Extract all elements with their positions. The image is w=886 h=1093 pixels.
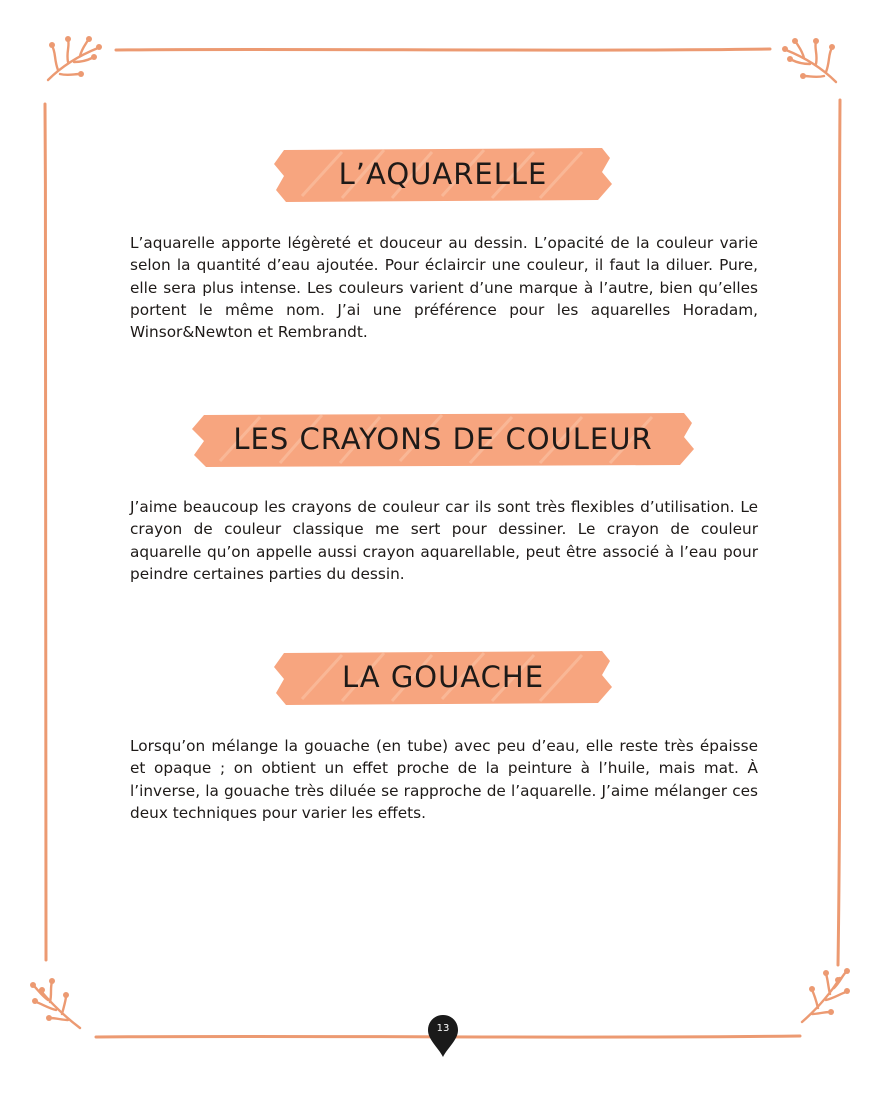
section-heading-crayons <box>0 409 886 469</box>
section-body: J’aime beaucoup les crayons de couleur car ils sont très flexibles d’utilisation. Le crayon de couleur classique me sert pour dessiner. Le crayon de couleur aquarelle qu’on appelle aussi crayon aquarellable, peut être associé à l’eau pour peindre certaines parties du dessin. <box>130 498 758 583</box>
section-title: L’AQUARELLE <box>338 157 548 191</box>
section-title: LA GOUACHE <box>341 660 545 694</box>
section-heading-gouache <box>0 647 886 707</box>
corner-branch-icon <box>48 40 98 80</box>
section-body: L’aquarelle apporte légèreté et douceur au dessin. L’opacité de la couleur varie selon la quantité d’eau ajoutée. Pour éclaircir une couleur, il faut la diluer. Pure, elle sera plus intense. Les couleurs varient d’une marque à l’autre, bien qu’elles portent le même nom. J’ai une préférence pour les aquarelles Horadam, Winsor&Newton et Rembrandt. <box>130 234 758 342</box>
page-number: 13 <box>436 1023 450 1034</box>
section-title: LES CRAYONS DE COULEUR <box>233 422 653 456</box>
section-body: Lorsqu’on mélange la gouache (en tube) avec peu d’eau, elle reste très épaisse et opaque ; on obtient un effet proche de la peinture à l’huile, mais mat. À l’inverse, la gouache très diluée se rapproche de l’aquarelle. J’aime mélanger ces deux techniques pour varier les effets. <box>130 737 758 822</box>
corner-branch-icon <box>786 42 836 82</box>
section-heading-aquarelle <box>0 144 886 204</box>
